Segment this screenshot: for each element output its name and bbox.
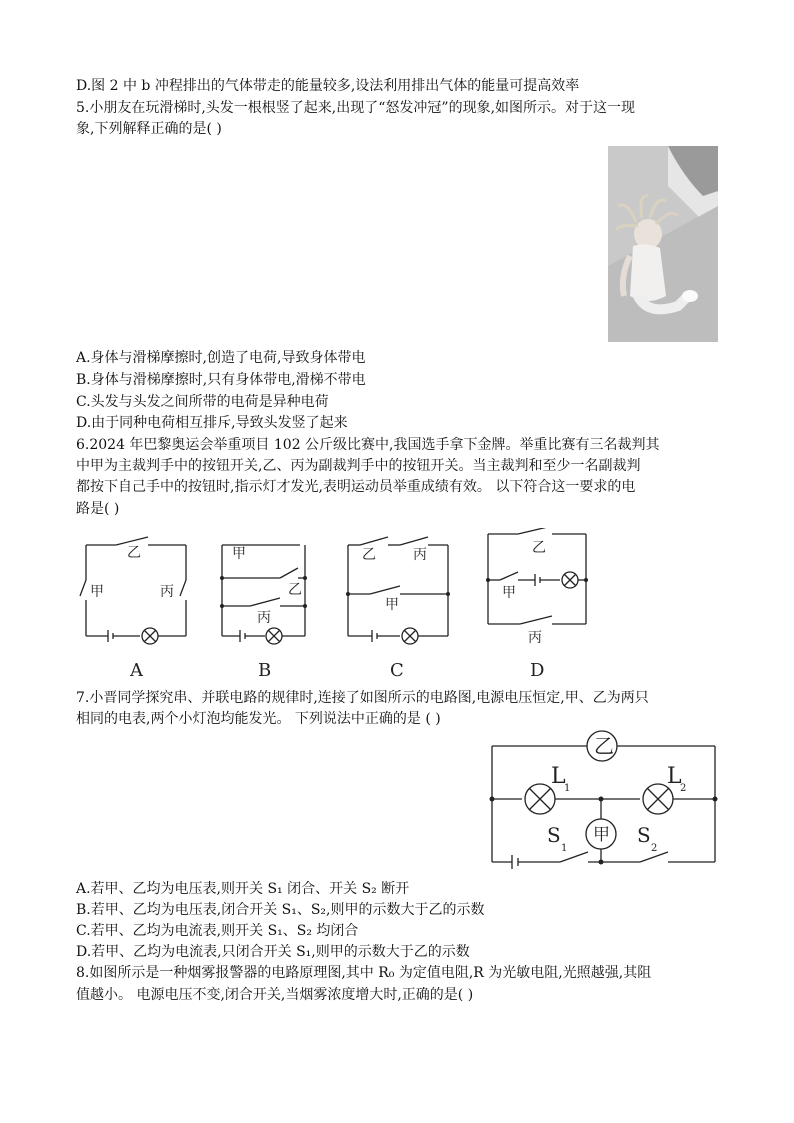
b-label-jia: 甲 [232, 546, 246, 562]
lamp-l1-sub: 1 [564, 783, 571, 794]
b-label-bing: 丙 [257, 610, 271, 626]
circuit-label-c: C [390, 660, 404, 681]
meter-yi-label: 乙 [594, 734, 614, 758]
circuit-label-d: D [530, 660, 545, 681]
q6-stem-line2: 中甲为主裁判手中的按钮开关,乙、丙为副裁判手中的按钮开关。当主裁判和至少一名副裁判 [76, 458, 641, 474]
q4-option-d: D.图 2 中 b 冲程排出的气体带走的能量较多,设法利用排出气体的能量可提高效率 [76, 78, 580, 94]
q7-option-c: C.若甲、乙均为电流表,则开关 S₁、S₂ 均闭合 [76, 923, 359, 939]
q5-option-a: A.身体与滑梯摩擦时,创造了电荷,导致身体带电 [76, 350, 366, 366]
q7-stem-line2: 相同的电表,两个小灯泡均能发光。 下列说法中正确的是 ( ) [76, 711, 441, 727]
c-label-yi: 乙 [362, 547, 376, 563]
c-label-bing: 丙 [413, 547, 427, 563]
switch-s2-sub: 2 [651, 843, 658, 854]
q7-option-b: B.若甲、乙均为电压表,闭合开关 S₁、S₂,则甲的示数大于乙的示数 [76, 902, 485, 918]
q7-circuit [0, 728, 794, 874]
q8-stem-line2: 值越小。 电源电压不变,闭合开关,当烟雾浓度增大时,正确的是( ) [76, 987, 474, 1003]
a-label-jia: 甲 [90, 584, 104, 600]
lamp-l2-label: L [667, 764, 682, 789]
q7-stem-line1: 7.小晋同学探究串、并联电路的规律时,连接了如图所示的电路图,电源电压恒定,甲、乙为两只 [76, 690, 649, 706]
q5-option-c: C.头发与头发之间所带的电荷是异种电荷 [76, 394, 329, 410]
switch-s1-label: S [547, 823, 561, 847]
q6-stem-line4: 路是( ) [76, 501, 120, 517]
d-label-jia: 甲 [502, 585, 516, 601]
q8-stem-line1: 8.如图所示是一种烟雾报警器的电路原理图,其中 R₀ 为定值电阻,R 为光敏电阻,光照越强,其阻 [76, 965, 652, 981]
q5-stem-line1: 5.小朋友在玩滑梯时,头发一根根竖了起来,出现了“怒发冲冠”的现象,如图所示。对于这一现 [76, 100, 636, 116]
q6-stem-line3: 都按下自己手中的按钮时,指示灯才发光,表明运动员举重成绩有效。 以下符合这一要求的电 [76, 479, 636, 495]
d-label-yi: 乙 [532, 540, 546, 556]
circuit-label-a: A [130, 660, 143, 681]
q5-option-d: D.由于同种电荷相互排斥,导致头发竖了起来 [76, 415, 348, 431]
switch-s1-sub: 1 [561, 843, 568, 854]
a-label-yi: 乙 [127, 545, 141, 561]
lamp-l2-sub: 2 [680, 783, 687, 794]
q6-circuits [0, 528, 794, 688]
switch-s2-label: S [637, 823, 651, 847]
q5-option-b: B.身体与滑梯摩擦时,只有身体带电,滑梯不带电 [76, 372, 366, 388]
c-label-jia: 甲 [385, 597, 399, 613]
a-label-bing: 丙 [160, 584, 174, 600]
slide-child-photo [608, 146, 718, 342]
q7-option-d: D.若甲、乙均为电流表,只闭合开关 S₁,则甲的示数大于乙的示数 [76, 944, 470, 960]
q6-stem-line1: 6.2024 年巴黎奥运会举重项目 102 公斤级比赛中,我国选手拿下金牌。举重比赛有三名裁判其 [76, 437, 660, 453]
circuit-label-b: B [258, 660, 272, 681]
b-label-yi: 乙 [288, 582, 302, 598]
lamp-l1-label: L [551, 764, 566, 789]
meter-jia-label: 甲 [593, 825, 610, 845]
q7-option-a: A.若甲、乙均为电压表,则开关 S₁ 闭合、开关 S₂ 断开 [76, 881, 410, 897]
q5-stem-line2: 象,下列解释正确的是( ) [76, 121, 222, 137]
d-label-bing: 丙 [528, 630, 542, 646]
